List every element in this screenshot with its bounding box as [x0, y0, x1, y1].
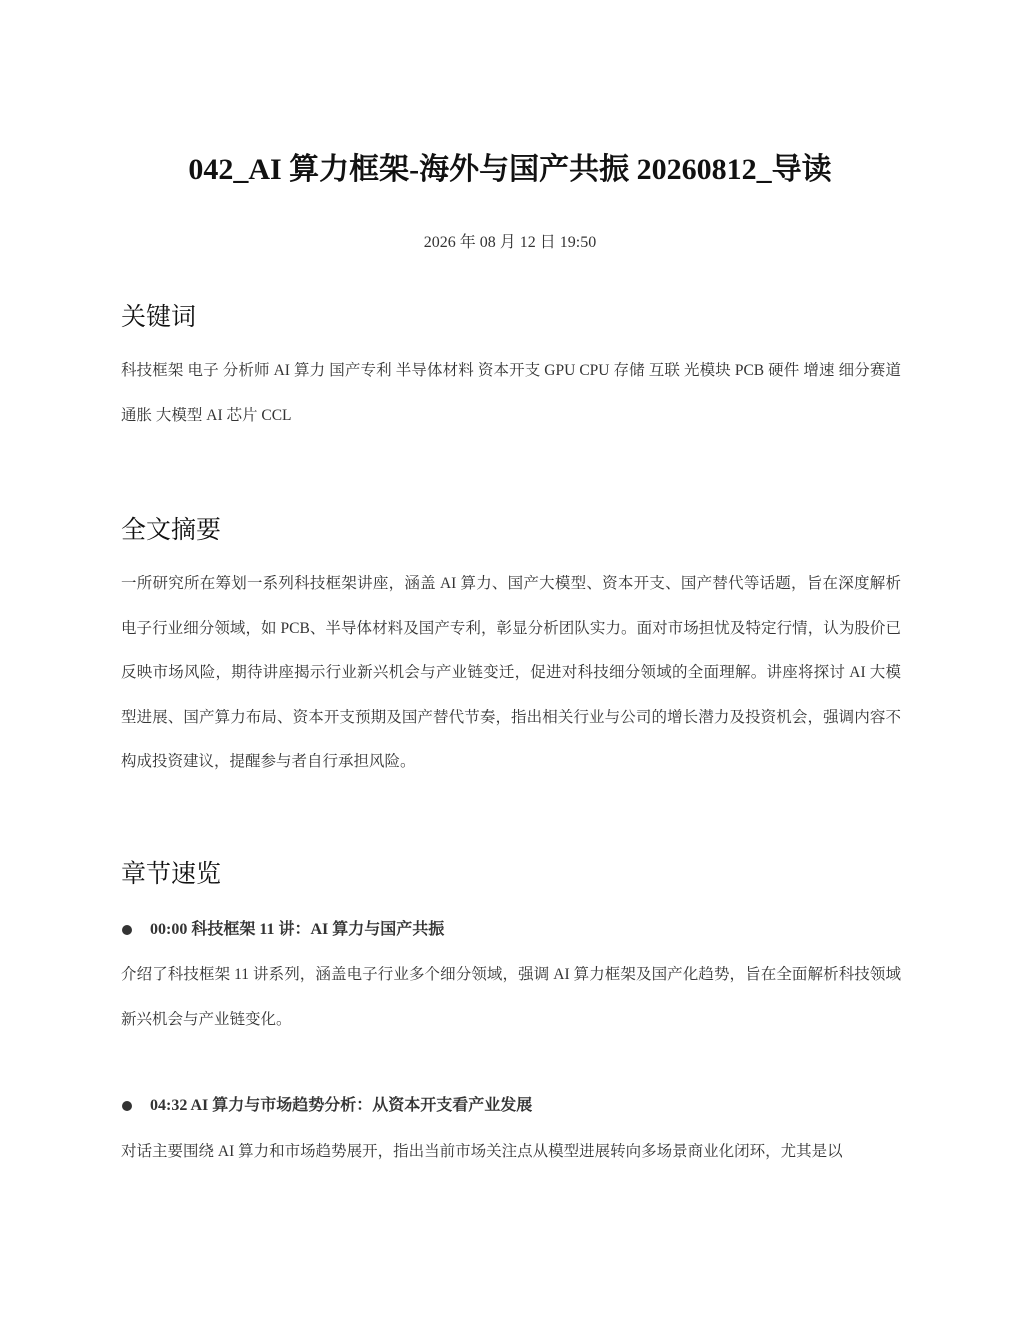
- document-title: 042_AI 算力框架-海外与国产共振 20260812_导读: [188, 153, 832, 186]
- chapter-title-text: 04:32 AI 算力与市场趋势分析：从资本开支看产业发展: [150, 1097, 533, 1114]
- keywords-heading: 关键词: [121, 304, 197, 331]
- chapter-item-body: 对话主要围绕 AI 算力和市场趋势展开，指出当前市场关注点从模型进展转向多场景商业化闭环，尤其是以: [121, 1143, 843, 1160]
- summary-heading: 全文摘要: [121, 517, 222, 544]
- keywords-text: 科技框架 电子 分析师 AI 算力 国产专利 半导体材料 资本开支 GPU CPU 存储 互联 光模块 PCB 硬件 增速 细分赛道 通胀 大模型 AI 芯片 CCL: [121, 362, 901, 424]
- bullet-icon: [122, 1101, 132, 1111]
- bullet-icon: [122, 925, 132, 935]
- chapter-title-text: 00:00 科技框架 11 讲：AI 算力与国产共振: [150, 921, 445, 938]
- chapter-item-body: 介绍了科技框架 11 讲系列，涵盖电子行业多个细分领域，强调 AI 算力框架及国产化趋势，旨在全面解析科技领域新兴机会与产业链变化。: [121, 966, 901, 1028]
- summary-text: 一所研究所在筹划一系列科技框架讲座，涵盖 AI 算力、国产大模型、资本开支、国产替代等话题，旨在深度解析电子行业细分领域，如 PCB、半导体材料及国产专利，彰显分析团队实力。面对市场担忧及特定行情，认为股价已反映市场风险，期待讲座揭示行业新兴机会与产业链变迁，促进对科技细分领域的全面理解。讲座将探讨 AI 大模型进展、国产算力布局、资本开支预期及国产替代节奏，指出相关行业与公司的增长潜力及投资机会，强调内容不构成投资建议，提醒参与者自行承担风险。: [121, 575, 901, 770]
- chapters-heading: 章节速览: [121, 861, 222, 888]
- chapter-item-title: [121, 1094, 901, 1118]
- document-date: 2026 年 08 月 12 日 19:50: [423, 234, 597, 251]
- chapter-item-title: [121, 918, 901, 942]
